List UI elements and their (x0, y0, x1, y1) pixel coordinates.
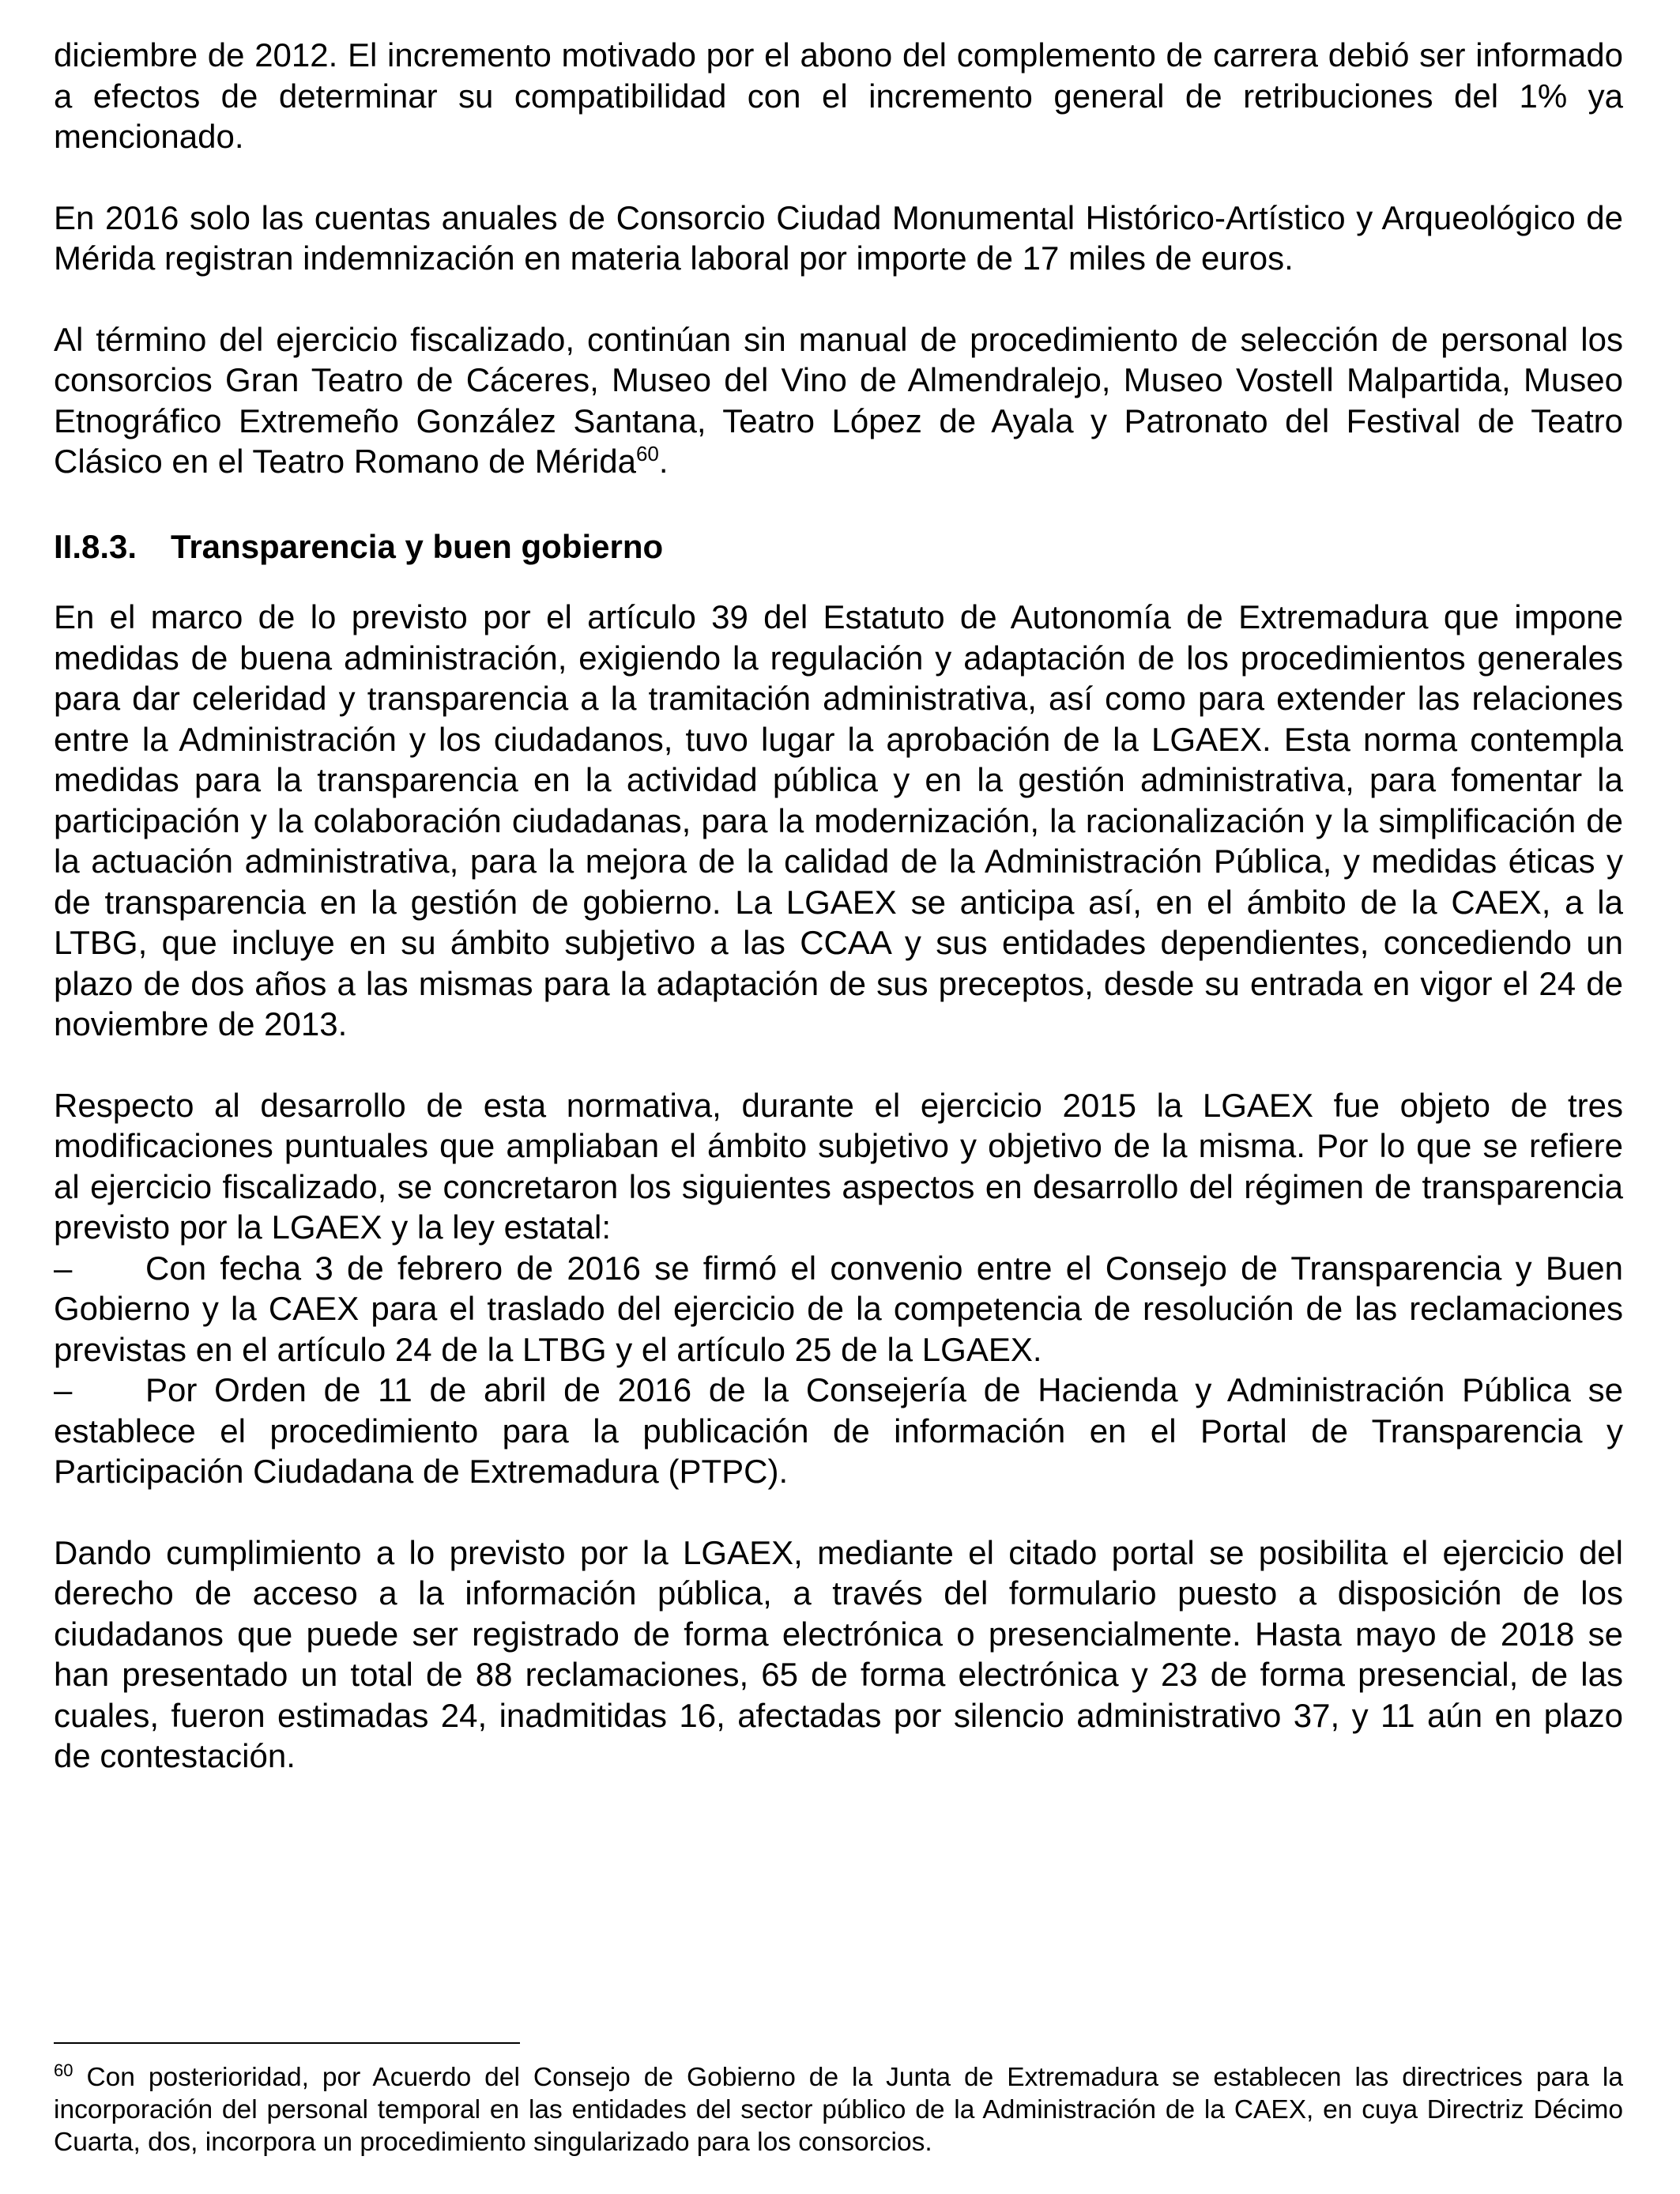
paragraph-manual-seleccion (54, 319, 1623, 482)
list-item (54, 1370, 1623, 1492)
footnote-text: Con posterioridad, por Acuerdo del Consejo de Gobierno de la Junta de Extremadura se establecen las directrices para la incorporación del personal temporal en las entidades del sector público de la Administración de la CAEX, en cuya Directriz Décimo Cuarta, dos, incorpora un procedimiento singularizado para los consorcios. (54, 2063, 1623, 2157)
paragraph-estatuto: En el marco de lo previsto por el artículo 39 del Estatuto de Autonomía de Extremadura que impone medidas de buena administración, exigiendo la regulación y adaptación de los procedimientos generales para dar celeridad y transparencia a la tramitación administrativa, así como para extender las relaciones entre la Administración y los ciudadanos, tuvo lugar la aprobación de la LGAEX. Esta norma contempla medidas para la transparencia en la actividad pública y en la gestión administrativa, para fomentar la participación y la colaboración ciudadanas, para la modernización, la racionalización y la simplificación de la actuación administrativa, para la mejora de la calidad de la Administración Pública, y medidas éticas y de transparencia en la gestión de gobierno. La LGAEX se anticipa así, en el ámbito de la CAEX, a la LTBG, que incluye en su ámbito subjetivo a las CCAA y sus entidades dependientes, concediendo un plazo de dos años a las mismas para la adaptación de sus preceptos, desde su entrada en vigor el 24 de noviembre de 2013. (54, 598, 1623, 1042)
dash-bullet: – (54, 1371, 73, 1408)
paragraph-indemnizacion: En 2016 solo las cuentas anuales de Consorcio Ciudad Monumental Histórico-Artístico y Arqueológico de Mérida registran indemnización en materia laboral por importe de 17 miles de euros. (54, 198, 1623, 277)
paragraph-manual-seleccion-text: Al término del ejercicio fiscalizado, continúan sin manual de procedimiento de selección de personal los consorcios Gran Teatro de Cáceres, Museo del Vino de Almendralejo, Museo Vostell Malpartida, Museo Etnográfico Extremeño González Santana, Teatro López de Ayala y Patronato del Festival de Teatro Clásico en el Teatro Romano de Mérida (54, 320, 1623, 480)
footnote-number: 60 (54, 2060, 73, 2080)
list-item-text: Por Orden de 11 de abril de 2016 de la Consejería de Hacienda y Administración Pública se establece el procedimiento para la publicación de información en el Portal de Transparencia y Participación Ciudadana de Extremadura (PTPC). (54, 1371, 1623, 1490)
paragraph-desarrollo-normativa: Respecto al desarrollo de esta normativa, durante el ejercicio 2015 la LGAEX fue objeto de tres modificaciones puntuales que ampliaban el ámbito subjetivo y objetivo de la misma. Por lo que se refiere al ejercicio fiscalizado, se concretaron los siguientes aspectos en desarrollo del régimen de transparencia previsto por la LGAEX y la ley estatal: (54, 1086, 1623, 1246)
footnote (54, 2061, 1623, 2158)
paragraph-end-period: . (658, 443, 669, 480)
footnote-separator (54, 2042, 520, 2044)
section-number: II.8.3. (54, 527, 137, 565)
section-title: Transparencia y buen gobierno (171, 527, 664, 565)
paragraph-reclamaciones: Dando cumplimiento a lo previsto por la LGAEX, mediante el citado portal se posibilita el ejercicio del derecho de acceso a la información pública, a través del formulario puesto a disposición de los ciudadanos que puede ser registrado de forma electrónica o presencialmente. Hasta mayo de 2018 se han presentado un total de 88 reclamaciones, 65 de forma electrónica y 23 de forma presencial, de las cuales, fueron estimadas 24, inadmitidas 16, afectadas por silencio administrativo 37, y 11 aún en plazo de contestación. (54, 1533, 1623, 1774)
list-item (54, 1248, 1623, 1370)
paragraph-retribuciones: diciembre de 2012. El incremento motivado por el abono del complemento de carrera debió ser informado a efectos de determinar su compatibilidad con el incremento general de retribuciones del 1% ya mencionado. (54, 36, 1623, 155)
list-item-text: Con fecha 3 de febrero de 2016 se firmó el convenio entre el Consejo de Transparencia y Buen Gobierno y la CAEX para el traslado del ejercicio de la competencia de resolución de las reclamaciones previstas en el artículo 24 de la LTBG y el artículo 25 de la LGAEX. (54, 1249, 1623, 1368)
footnote-reference[interactable]: 60 (635, 442, 659, 466)
section-heading (54, 526, 1623, 567)
document-page (54, 35, 1623, 1777)
dash-bullet: – (54, 1249, 73, 1287)
